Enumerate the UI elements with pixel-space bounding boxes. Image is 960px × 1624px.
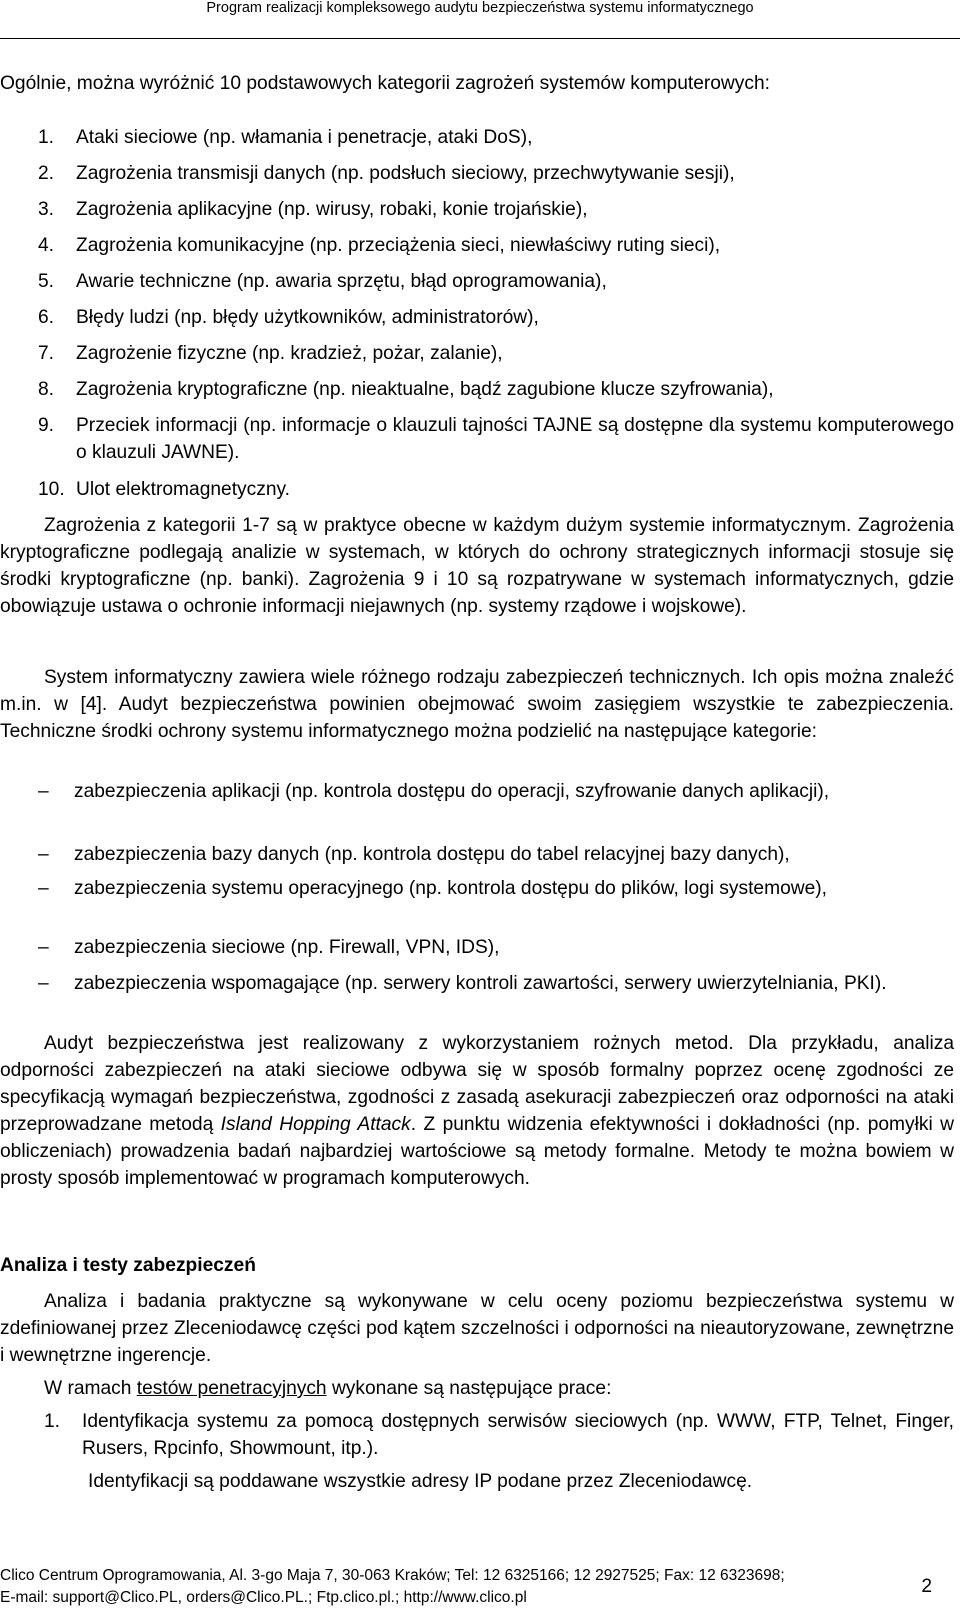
intro-paragraph: Ogólnie, można wyróżnić 10 podstawowych kategorii zagrożeń systemów komputerowych: bbox=[0, 73, 770, 94]
dash-bullet: – bbox=[38, 781, 49, 802]
list-item bbox=[38, 340, 954, 367]
methods-paragraph bbox=[0, 1030, 954, 1192]
list-item bbox=[38, 232, 954, 259]
page-footer bbox=[0, 1565, 900, 1609]
dash-bullet: – bbox=[38, 878, 49, 899]
analysis-paragraph: Analiza i badania praktyczne są wykonywane w celu oceny poziomu bezpieczeństwa systemu w zdefiniowanej przez Zleceniodawcę części pod kątem szczelności i odporności na nieautoryzowane, zewnętrzne i wewnętrzne ingerencje. bbox=[0, 1291, 954, 1366]
list-text: Zagrożenia transmisji danych (np. podsłuch sieciowy, przechwytywanie sesji), bbox=[76, 163, 735, 184]
penetration-tests-paragraph bbox=[0, 1375, 954, 1402]
list-text: Zagrożenia aplikacyjne (np. wirusy, robaki, konie trojańskie), bbox=[76, 199, 588, 220]
list-text: Zagrożenia komunikacyjne (np. przeciążenia sieci, niewłaściwy ruting sieci), bbox=[76, 235, 721, 256]
pentest-underlined-term: testów penetracyjnych bbox=[136, 1378, 327, 1399]
list-text: Identyfikacja systemu za pomocą dostępnych serwisów sieciowych (np. WWW, FTP, Telnet, Finger, Rusers, Rpcinfo, Showmount, itp.). bbox=[82, 1411, 954, 1459]
list-item bbox=[44, 1408, 954, 1462]
page-header bbox=[0, 0, 960, 18]
footer-contacts: E-mail: support@Clico.PL, orders@Clico.PL.; Ftp.clico.pl.; http://www.clico.pl bbox=[0, 1589, 527, 1606]
list-text: Ulot elektromagnetyczny. bbox=[76, 479, 290, 500]
list-text: Przeciek informacji (np. informacje o klauzuli tajności TAJNE są dostępne dla systemu komputerowego o klauzuli JAWNE). bbox=[76, 415, 954, 463]
list-item bbox=[38, 476, 954, 503]
list-item bbox=[0, 841, 954, 868]
list-number: 7. bbox=[38, 343, 55, 364]
list-item bbox=[38, 412, 954, 466]
header-rule bbox=[0, 38, 960, 39]
section-heading: Analiza i testy zabezpieczeń bbox=[0, 1255, 256, 1276]
list-text: zabezpieczenia wspomagające (np. serwery kontroli zawartości, serwery uwierzytelniania, PKI). bbox=[74, 973, 887, 994]
list-text: Zagrożenia kryptograficzne (np. nieaktualne, bądź zagubione klucze szyfrowania), bbox=[76, 379, 774, 400]
safeguards-intro-paragraph: System informatyczny zawiera wiele różnego rodzaju zabezpieczeń technicznych. Ich opis można znaleźć m.in. w [4]. Audyt bezpieczeństwa powinien obejmować swoim zasięgiem wszystkie te zabezpieczenia. Techniczne środki ochrony systemu informatycznego można podzielić na następujące kategorie: bbox=[0, 667, 954, 742]
pentest-text-before: W ramach bbox=[44, 1378, 137, 1399]
list-number: 1. bbox=[38, 127, 55, 148]
list-number: 2. bbox=[38, 163, 55, 184]
page-number: 2 bbox=[921, 1576, 932, 1597]
list-number: 3. bbox=[38, 199, 55, 220]
list-number: 9. bbox=[38, 415, 55, 436]
task-note: Identyfikacji są poddawane wszystkie adresy IP podane przez Zleceniodawcę. bbox=[88, 1471, 753, 1492]
methods-italic-term: Island Hopping Attack bbox=[220, 1114, 411, 1135]
list-text: Awarie techniczne (np. awaria sprzętu, błąd oprogramowania), bbox=[76, 271, 607, 292]
pentest-text-after: wykonane są następujące prace: bbox=[326, 1378, 612, 1399]
list-text: zabezpieczenia aplikacji (np. kontrola dostępu do operacji, szyfrowanie danych aplikacji), bbox=[74, 781, 830, 802]
list-text: Ataki sieciowe (np. włamania i penetracje, ataki DoS), bbox=[76, 127, 533, 148]
footer-address: Clico Centrum Oprogramowania, Al. 3-go Maja 7, 30-063 Kraków; Tel: 12 6325166; 12 2927525; Fax: 12 6323698; bbox=[0, 1567, 785, 1584]
dash-bullet: – bbox=[38, 937, 49, 958]
dash-bullet: – bbox=[38, 973, 49, 994]
list-item bbox=[0, 778, 954, 805]
list-item bbox=[38, 376, 954, 403]
list-item bbox=[0, 934, 954, 961]
list-text: zabezpieczenia systemu operacyjnego (np. kontrola dostępu do plików, logi systemowe), bbox=[74, 878, 827, 899]
list-text: zabezpieczenia bazy danych (np. kontrola dostępu do tabel relacyjnej bazy danych), bbox=[74, 844, 790, 865]
dash-bullet: – bbox=[38, 844, 49, 865]
list-number: 1. bbox=[44, 1411, 61, 1432]
list-item bbox=[38, 196, 954, 223]
methods-text-before: Audyt bezpieczeństwa jest realizowany z wykorzystaniem rożnych metod. Dla przykładu, analiza odporności zabezpieczeń na ataki sieciowe odbywa się w sposób formalny poprzez ocenę zgodności ze specyfikacją wymagań bezpieczeństwa, zgodności z zasadą asekuracji zabezpieczeń oraz odporności na ataki przeprowadzane metodą bbox=[0, 1033, 954, 1135]
list-text: zabezpieczenia sieciowe (np. Firewall, VPN, IDS), bbox=[74, 937, 500, 958]
list-number: 5. bbox=[38, 271, 55, 292]
list-item bbox=[38, 268, 954, 295]
methods-text-after: . Z punktu widzenia efektywności i dokładności (np. pomyłki w obliczeniach) prowadzenia badań najbardziej wartościowe są metody formalne. Metody te można bowiem w prosty sposób implementować w programach komputerowych. bbox=[0, 1114, 954, 1189]
list-item bbox=[38, 160, 954, 187]
list-item bbox=[0, 970, 954, 997]
header-title: Program realizacji kompleksowego audytu bezpieczeństwa systemu informatycznego bbox=[206, 0, 754, 16]
list-number: 8. bbox=[38, 379, 55, 400]
list-item bbox=[38, 124, 954, 151]
list-number: 10. bbox=[38, 479, 65, 500]
list-text: Błędy ludzi (np. błędy użytkowników, administratorów), bbox=[76, 307, 539, 328]
list-text: Zagrożenie fizyczne (np. kradzież, pożar, zalanie), bbox=[76, 343, 503, 364]
list-item bbox=[38, 304, 954, 331]
list-number: 4. bbox=[38, 235, 55, 256]
list-item bbox=[0, 875, 954, 902]
threats-summary-paragraph: Zagrożenia z kategorii 1-7 są w praktyce obecne w każdym dużym systemie informatycznym. Zagrożenia kryptograficzne podlegają analizie w systemach, w których do ochrony strategicznych informacji stosuje się środki kryptograficzne (np. banki). Zagrożenia 9 i 10 są rozpatrywane w systemach informatycznych, gdzie obowiązuje ustawa o ochronie informacji niejawnych (np. systemy rządowe i wojskowe). bbox=[0, 515, 954, 617]
list-number: 6. bbox=[38, 307, 55, 328]
